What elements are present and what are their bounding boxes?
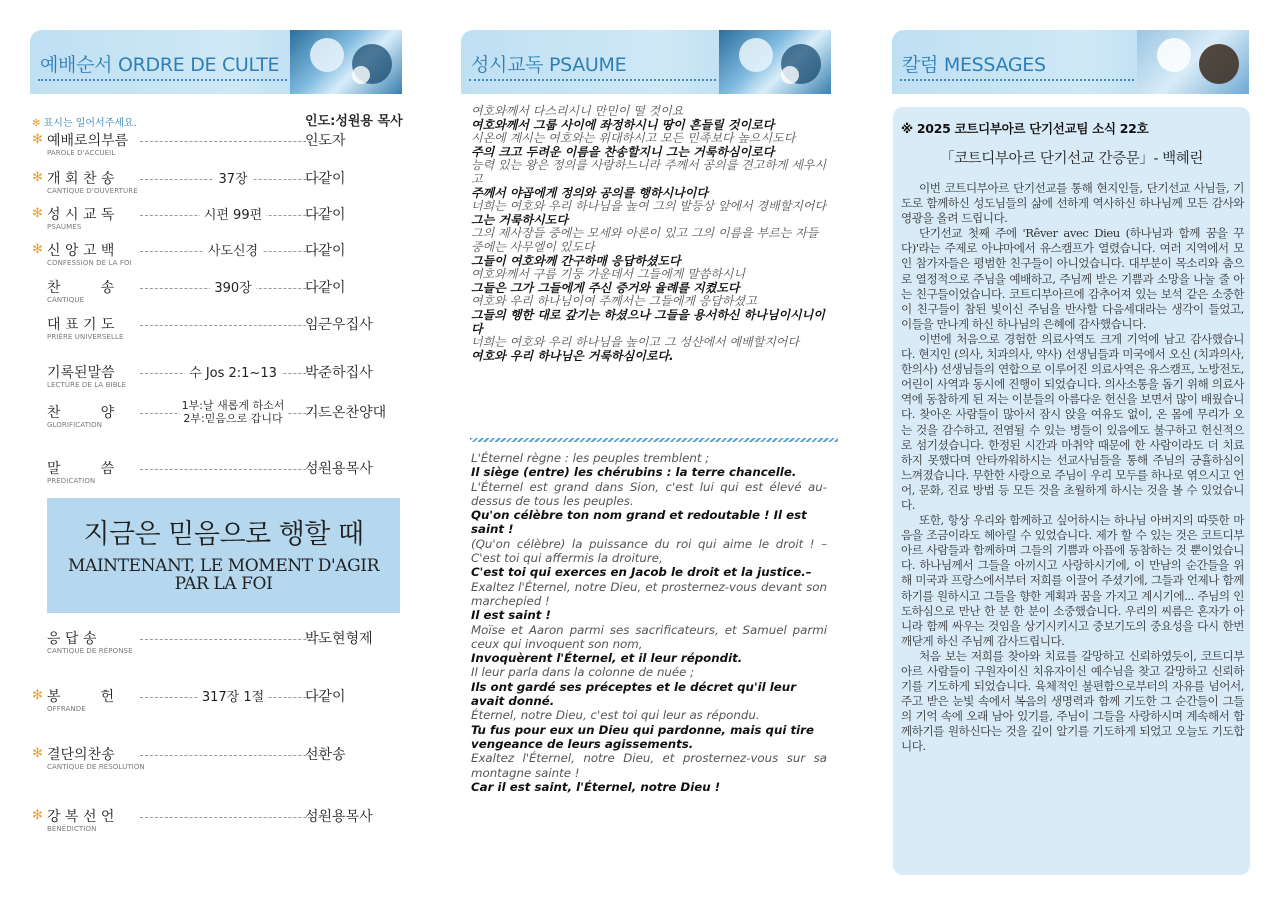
order-item — [32, 744, 404, 778]
item-korean: 말 씀 — [47, 461, 115, 477]
dashed-leader — [140, 755, 326, 756]
item-korean: 강 복 선 언 — [47, 809, 115, 825]
dashed-leader — [140, 817, 326, 818]
header-dotted-line — [38, 79, 287, 81]
item-french: PAROLE D'ACCUEIL — [47, 149, 116, 157]
psalm-korean — [471, 105, 827, 363]
order-item — [32, 806, 404, 840]
message-paragraph: 처음 보는 저희를 찾아와 치료를 갈망하고 신뢰하였듯이, 코트디부아르 사람들이 구원자이신 치유자이신 예수님을 찾고 갈망하고 신뢰하기를 기도하게 되었습니다. 육체적인 불편함으로부터의 자유를 넘어서, 주고 받은 눈빛 속에서 복음의 생명력과 함께 기도한 그 순간들이 그들의 기억 속에 오래 남아 있기를, 주님이 그들을 사랑하시며 계속해서 함께하기를 원하신다는 것을 깊이 알기를 기도하게 되었고 오늘도 기도합니다. — [901, 648, 1244, 754]
psalm-response-line: 그들은 그가 그들에게 주신 증거와 율례를 지켰도다 — [471, 280, 740, 295]
item-person: 다같이 — [305, 171, 346, 187]
psalm-leader-line: (Qu'on célèbre) la puissance du roi qui aime le droit ! – C'est toi qui affermis la droiture, — [471, 536, 827, 566]
psalm-leader-line: 여호와께서 구름 기둥 가운데서 그들에게 말씀하시니 — [471, 267, 746, 282]
item-detail: 수 Jos 2:1~13 — [140, 362, 326, 381]
psalm-header — [461, 30, 831, 94]
stand-star-icon: ✻ — [32, 746, 43, 761]
standing-note-text: 표시는 일어서주세요. — [43, 118, 137, 129]
leader-label: 인도:성원용 목사 — [305, 114, 403, 129]
item-french: PSAUMES — [47, 223, 82, 231]
psalm-leader-line: 그의 제사장들 중에는 모세와 아론이 있고 그의 이름을 부르는 자들 중에는 사무엘이 있도다 — [471, 226, 819, 254]
item-french: CANTIQUE — [47, 296, 85, 304]
order-item — [32, 628, 404, 662]
stand-star-icon: ✻ — [32, 206, 43, 221]
stand-star-icon: ✻ — [32, 688, 43, 703]
psalm-response-line: 주의 크고 두려운 이름을 찬송할지니 그는 거룩하심이로다 — [471, 144, 775, 159]
psalm-divider — [470, 438, 838, 442]
item-person: 다같이 — [305, 207, 346, 223]
item-korean: 기록된말씀 — [47, 365, 115, 381]
item-korean: 찬 양 — [47, 405, 115, 421]
psalm-header-title: 성시교독 PSAUME — [471, 54, 627, 76]
message-paragraph: 이번에 처음으로 경험한 의료사역도 크게 기억에 남고 감사했습니다. 현지인 (의사, 치과의사, 약사) 선생님들과 미국에서 오신 (치과의사, 한의사) 선생님들의 연합으로 이루어진 의료사역은 유스캠프, 노방전도, 어린이 사역과 동시에 진행이 되었습니다. 의사소통을 돕기 위해 의료사역에 동참하게 된 저는 이분들의 아름다운 헌신을 보면서 많이 배웠습니다. 찾아온 사람들이 많아서 잠시 앉을 여유도 없이, 온 몸에 무리가 오는 것을 감수하고, 전염될 수 있는 병들이 있음에도 불구하고 헌신적으로 섬기셨습니다. 한정된 시간과 마취약 때문에 한 사람이라도 더 치료하지 못했다며 안타까워하시는 선교사님들을 통해 주님의 긍휼하심이 느껴졌습니다. 무한한 사랑으로 주님이 우리 모두를 하나로 엮으시고 언어, 문화, 진료 방법 등 모든 것을 초월하게 하시는 것을 볼 수 있었습니다. — [901, 331, 1244, 512]
psalm-leader-line: L'Éternel règne : les peuples tremblent ; — [471, 451, 710, 465]
item-korean: 개 회 찬 송 — [47, 171, 115, 187]
psalm-leader-line: 능력 있는 왕은 정의를 사랑하느니라 주께서 공의를 견고하게 세우시고 — [471, 158, 827, 186]
item-person: 다같이 — [305, 243, 346, 259]
item-detail: 사도신경 — [140, 240, 326, 259]
stand-star-icon: ✻ — [32, 808, 43, 823]
item-french: CANTIQUE D'OUVERTURE — [47, 187, 138, 195]
order-item — [32, 314, 404, 348]
psalm-response-line: 주께서 야곱에게 정의와 공의를 행하시나이다 — [471, 185, 708, 200]
psalm-response-line: Ils ont gardé ses préceptes et le décret qu'il leur avait donné. — [471, 679, 797, 709]
message-paragraph: 이번 코트디부아르 단기선교를 통해 현지인들, 단기선교 사님들, 기도로 함께하신 성도님들의 삶에 선하게 역사하신 하나님께 모든 감사와 영광을 올려 드립니다. — [901, 181, 1244, 226]
psalm-leader-line: Moïse et Aaron parmi ses sacrificateurs, et Samuel parmi ceux qui invoquent son nom, — [471, 622, 827, 651]
item-french: CANTIQUE DE RÉSOLUTION — [47, 763, 145, 771]
psalm-response-line: 그들의 행한 대로 갚기는 하셨으나 그들을 용서하신 하나님이시니이다 — [471, 307, 825, 336]
item-french: OFFRANDE — [47, 705, 86, 713]
stand-star-icon: ✻ — [32, 132, 43, 147]
messages-box — [893, 107, 1250, 875]
item-korean: 찬 송 — [47, 280, 115, 296]
item-french: CONFESSION DE LA FOI — [47, 259, 132, 267]
order-item — [32, 362, 404, 396]
order-item — [32, 686, 404, 720]
stand-star-icon: ✻ — [32, 242, 43, 257]
dashed-leader — [140, 325, 326, 326]
messages-heading: ※ 2025 코트디부아르 단기선교팀 소식 22호 — [901, 121, 1149, 136]
header-photo — [290, 30, 402, 94]
theme-french-line-1: MAINTENANT, LE MOMENT D'AGIR — [67, 556, 380, 576]
psalm-leader-line: L'Éternel est grand dans Sion, c'est lui qui est élevé au-dessus de tous les peuples. — [471, 479, 827, 508]
psalm-response-line: 여호와 우리 하나님은 거룩하심이로다. — [471, 348, 674, 363]
order-header-title: 예배순서 ORDRE DE CULTE — [40, 54, 280, 76]
item-person: 박도현형제 — [305, 631, 373, 647]
item-korean: 예배로의부름 — [47, 133, 129, 149]
standing-note: ✻ 표시는 일어서주세요. — [32, 118, 137, 129]
psalm-leader-line: 시온에 계시는 여호와는 위대하시고 모든 민족보다 높으시도다 — [471, 131, 796, 146]
psalm-leader-line: Exaltez l'Éternel, notre Dieu, et prosternez-vous sur sa montagne sainte ! — [471, 751, 827, 780]
item-korean: 신 앙 고 백 — [47, 243, 115, 259]
psalm-leader-line: Il leur parla dans la colonne de nuée ; — [471, 665, 695, 680]
psalm-response-line: C'est toi qui exerces en Jacob le droit et la justice.– — [471, 565, 812, 580]
psalm-response-line: Tu fus pour eux un Dieu qui pardonne, mais qui tire vengeance de leurs agissements. — [471, 722, 814, 751]
item-korean: 대 표 기 도 — [47, 317, 115, 333]
psalm-response-line: Car il est saint, l'Éternel, notre Dieu ! — [471, 779, 721, 794]
dashed-leader — [140, 639, 326, 640]
psalm-response-line: 여호와께서 그룹 사이에 좌정하시니 땅이 흔들릴 것이로다 — [471, 117, 775, 132]
message-paragraph: 또한, 항상 우리와 함께하고 싶어하시는 하나님 아버지의 따뜻한 마음을 조금이라도 헤아릴 수 있었습니다. 제가 할 수 있는 것은 코트디부아르 사람들과 함께하며 그들의 기쁨과 아픔에 동참하는 것 뿐이었습니다. 하나님께서 그들을 아끼시고 사랑하시기에, 이 만남의 순간들을 위해 미국과 프랑스에서부터 저희를 이끌어 주셨기에, 그들과 언제나 함께하기를 원하시고 그들을 향한 계획과 꿈을 가지고 계시기에... 주님의 인도하심으로 만난 한 분 한 분이 소중했습니다. 우리의 씨름은 혼자가 아니라 함께 싸우는 것임을 상기시키시고 중보기도의 중요성을 다시 한번 깨닫게 하신 주님께 감사드립니다. — [901, 513, 1244, 648]
messages-header-title: 칼럼 MESSAGES — [902, 54, 1046, 76]
psalm-response-line: Il est saint ! — [471, 608, 551, 623]
psalm-response-line: Invoquèrent l'Éternel, et il leur répondit. — [471, 651, 743, 666]
psalm-response-line: 그들이 여호와께 간구하매 응답하셨도다 — [471, 253, 681, 268]
sermon-theme-box — [47, 498, 400, 613]
header-dotted-line — [900, 79, 1134, 81]
item-detail: 시편 99편 — [140, 204, 326, 223]
item-detail: 1부:날 새롭게 하소서 2부:믿음으로 갑니다 — [140, 399, 326, 425]
item-korean: 성 시 교 독 — [47, 207, 115, 223]
item-detail: 390장 — [140, 277, 326, 296]
order-item — [32, 204, 404, 238]
item-french: PRÉDICATION — [47, 477, 96, 485]
messages-subtitle: 「코트디부아르 단기선교 간증문」- 백혜린 — [939, 151, 1204, 167]
header-photo — [719, 30, 831, 94]
item-french: CANTIQUE DE RÉPONSE — [47, 647, 133, 655]
psalm-leader-line: 너희는 여호와 우리 하나님을 높여 그의 발등상 앞에서 경배할지어다 — [471, 199, 827, 214]
stand-star-icon: ✻ — [32, 170, 43, 185]
item-korean: 봉 헌 — [47, 689, 115, 705]
item-french: BÉNÉDICTION — [47, 825, 97, 833]
header-photo-coffee — [1137, 30, 1249, 94]
item-french: GLORIFICATION — [47, 421, 103, 429]
item-person: 기드온찬양대 — [305, 405, 387, 421]
item-french: LECTURE DE LA BIBLE — [47, 381, 127, 389]
psalm-leader-line: 너희는 여호와 우리 하나님을 높이고 그 성산에서 예배할지어다 — [471, 335, 800, 350]
order-item — [32, 458, 404, 492]
item-detail: 317장 1절 — [140, 686, 326, 705]
psalm-response-line: Il siège (entre) les chérubins : la terre chancelle. — [471, 465, 797, 480]
item-detail: 37장 — [140, 168, 326, 187]
messages-header — [892, 30, 1249, 94]
item-person: 다같이 — [305, 280, 346, 296]
psalm-response-line: Qu'on célèbre ton nom grand et redoutable ! Il est saint ! — [471, 508, 807, 537]
psalm-leader-line: 여호와께서 다스리시니 만민이 떨 것이요 — [471, 104, 684, 118]
item-person: 성원용목사 — [305, 461, 373, 477]
item-person: 임근우집사 — [305, 317, 373, 333]
order-item — [32, 130, 404, 164]
item-person: 선한송 — [305, 747, 346, 763]
psalm-french — [471, 451, 827, 794]
item-korean: 결단의찬송 — [47, 747, 115, 763]
dashed-leader — [140, 141, 326, 142]
message-paragraph: 단기선교 첫째 주에 'Rêver avec Dieu (하나님과 함께 꿈을 꾸다)'라는 주제로 아냐마에서 유스캠프가 열렸습니다. 여러 지역에서 모인 참가자들은 평범한 친구들이 아니었습니다. 대부분이 목소리와 춤으로 열정적으로 주님을 예배하고, 주님께 받은 기쁨과 소망을 나눌 줄 아는 친구들이었습니다. 코트디부아르에 감추어져 있는 보석 같은 소중한 이 친구들이 참된 빛이신 주님을 반사할 다음세대라는 생각이 들었고, 이들을 만나게 하신 하나님의 은혜에 감사했습니다. — [901, 226, 1244, 331]
theme-korean: 지금은 믿음으로 행할 때 — [83, 519, 364, 550]
psalm-leader-line: Exaltez l'Éternel, notre Dieu, et prosternez-vous devant son marchepied ! — [471, 579, 827, 608]
item-person: 인도자 — [305, 133, 346, 149]
order-item — [32, 277, 404, 311]
item-person: 성원용목사 — [305, 809, 373, 825]
psalm-leader-line: 여호와 우리 하나님이여 주께서는 그들에게 응답하셨고 — [471, 294, 757, 309]
psalm-leader-line: Éternel, notre Dieu, c'est toi qui leur as répondu. — [471, 708, 760, 723]
theme-french-line-2: PAR LA FOI — [174, 574, 273, 594]
order-item — [32, 168, 404, 202]
item-korean: 응 답 송 — [47, 631, 97, 647]
order-item — [32, 240, 404, 274]
item-french: PRIÈRE UNIVERSELLE — [47, 333, 124, 341]
order-item — [32, 399, 404, 436]
dashed-leader — [140, 469, 326, 470]
psalm-response-line: 그는 거룩하시도다 — [471, 212, 568, 227]
messages-body — [901, 181, 1244, 755]
item-person: 다같이 — [305, 689, 346, 705]
order-header — [30, 30, 402, 94]
item-person: 박준하집사 — [305, 365, 373, 381]
header-dotted-line — [469, 79, 716, 81]
